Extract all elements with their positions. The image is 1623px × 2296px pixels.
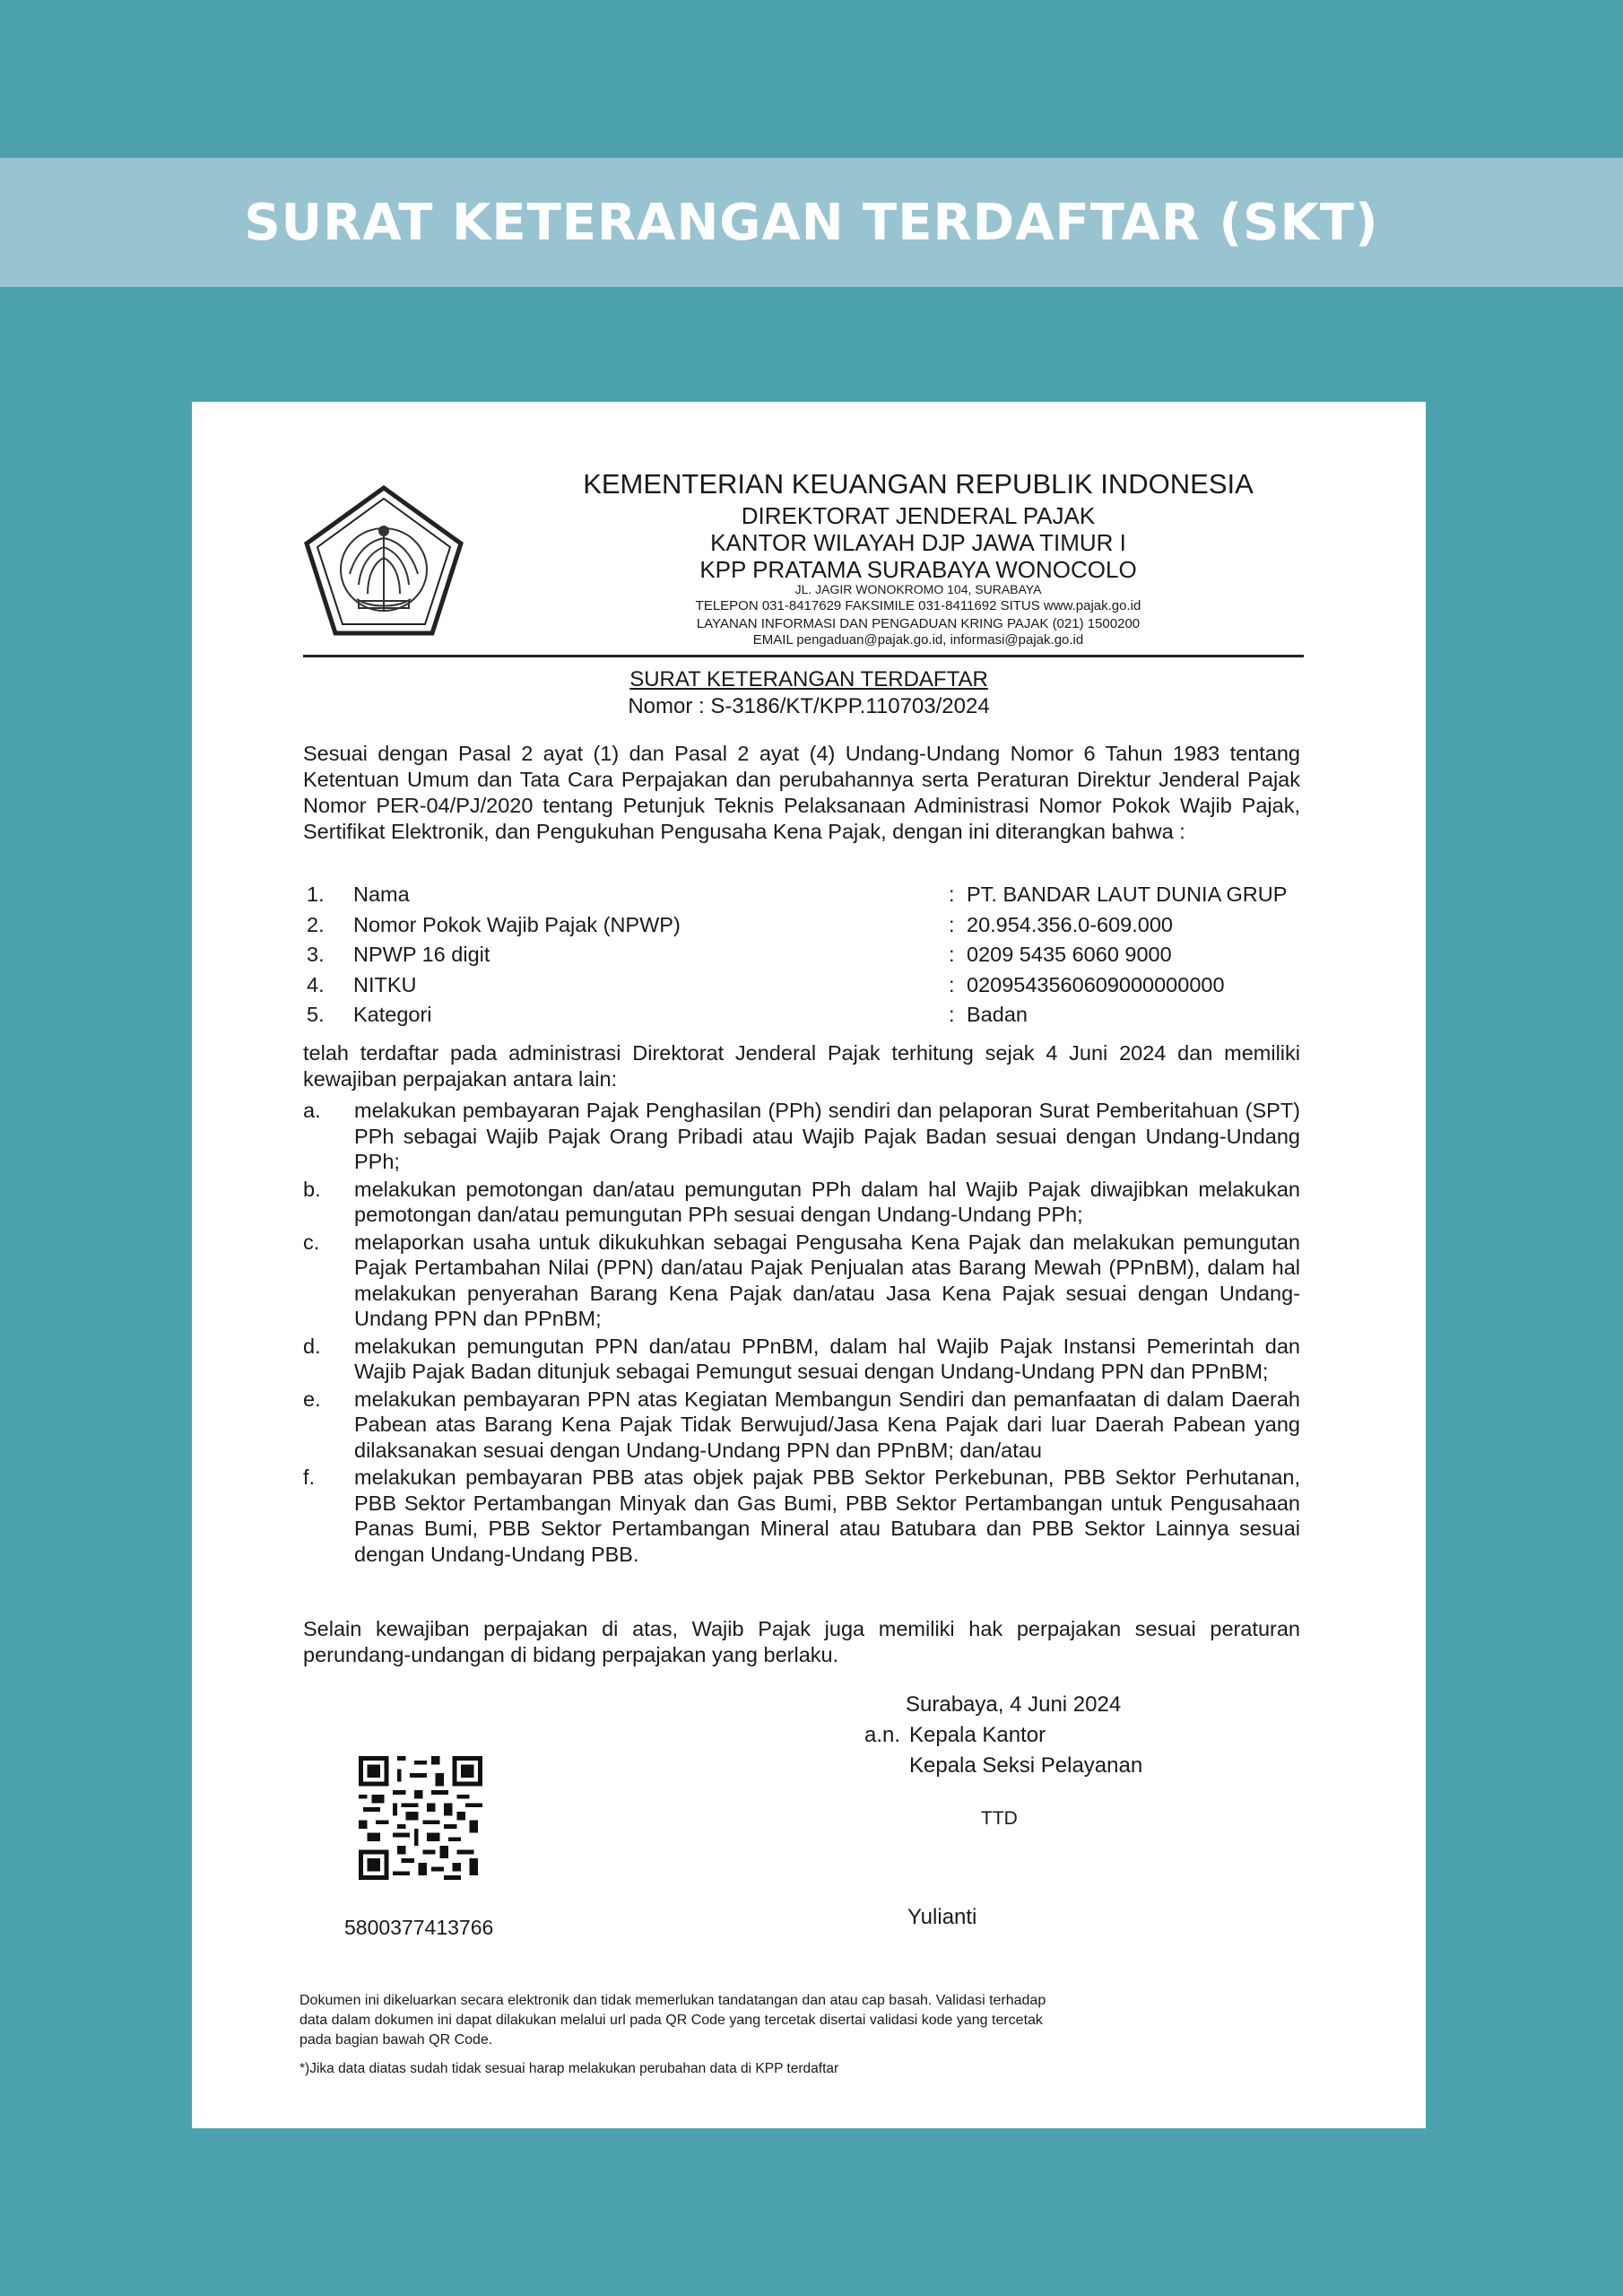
- obligation-letter: e.: [303, 1387, 321, 1411]
- intro-paragraph: Sesuai dengan Pasal 2 ayat (1) dan Pasal 2 ayat (4) Undang-Undang Nomor 6 Tahun 1983 tentang Ketentuan Umum dan Tata Cara Perpajakan dan perubahannya serta Peraturan Direktur Jenderal Pajak Nomor PER-04/PJ/2020 tentang Petunjuk Teknis Pelaksanaan Administrasi Nomor Pokok Wajib Pajak, Sertifikat Elektronik, dan Pengukuhan Pengusaha Kena Pajak, dengan ini diterangkan bahwa :: [303, 742, 1300, 843]
- obligations-list: [303, 1098, 1300, 1569]
- header-regional-office: KANTOR WILAYAH DJP JAWA TIMUR I: [710, 529, 1126, 556]
- obligation-text: melaporkan usaha untuk dikukuhkan sebagai Pengusaha Kena Pajak dan melakukan pemungutan Pajak Pertambahan Nilai (PPN) dan/atau Pajak Penjualan atas Barang Mewah (PPnBM), dalam hal melakukan penyerahan Barang Kena Pajak dan/atau Jasa Kena Pajak sesuai dengan Undang-Undang PPN dan PPnBM;: [354, 1230, 1300, 1330]
- banner-title: SURAT KETERANGAN TERDAFTAR (SKT): [244, 193, 1379, 252]
- field-value: 20.954.356.0-609.000: [967, 912, 1173, 936]
- field-label: NITKU: [353, 972, 417, 996]
- field-row-category: [307, 1003, 1293, 1033]
- field-row-name: [307, 883, 1293, 913]
- field-label: Nama: [353, 883, 410, 906]
- document-number: Nomor : S-3186/KT/KPP.110703/2024: [628, 694, 990, 718]
- field-row-npwp16: [307, 943, 1293, 973]
- obligation-text: melakukan pembayaran PBB atas objek pajak PBB Sektor Perkebunan, PBB Sektor Perhutanan, PBB Sektor Pertambangan Minyak dan Gas Bumi, PBB Sektor Pertambangan untuk Pengusahaan Panas Bumi, PBB Sektor Pertambangan Mineral atau Batubara dan PBB Sektor Lainnya sesuai dengan Undang-Undang PBB.: [354, 1465, 1300, 1566]
- header-address: JL. JAGIR WONOKROMO 104, SURABAYA: [794, 582, 1042, 596]
- field-row-npwp: [307, 913, 1293, 944]
- obligation-item: [303, 1230, 1300, 1332]
- obligation-item: [303, 1334, 1300, 1385]
- field-number: 3.: [307, 943, 325, 966]
- field-row-nitku: [307, 973, 1293, 1004]
- obligation-letter: b.: [303, 1177, 321, 1201]
- signer-name: Yulianti: [907, 1905, 977, 1929]
- signature-place-date: Surabaya, 4 Juni 2024: [906, 1692, 1122, 1717]
- obligation-text: melakukan pembayaran Pajak Penghasilan (PPh) sendiri dan pelaporan Surat Pemberitahuan (SPT) PPh sebagai Wajib Pajak Orang Pribadi atau Wajib Pajak Badan sesuai dengan Undang-Undang PPh;: [354, 1099, 1300, 1173]
- qr-code-number: 5800377413766: [344, 1916, 494, 1939]
- obligation-letter: c.: [303, 1230, 320, 1254]
- obligations-intro: telah terdaftar pada administrasi Direktorat Jenderal Pajak terhitung sejak 4 Juni 2024 dan memiliki kewajiban perpajakan antara lain:: [303, 1041, 1300, 1091]
- field-colon: :: [949, 883, 955, 906]
- signature-ttd: TTD: [981, 1808, 1018, 1829]
- field-colon: :: [949, 943, 955, 966]
- obligation-item: [303, 1177, 1300, 1228]
- field-colon: :: [949, 1003, 955, 1026]
- header-service: LAYANAN INFORMASI DAN PENGADUAN KRING PAJAK (021) 1500200: [696, 616, 1141, 631]
- field-label: Kategori: [353, 1003, 432, 1026]
- header-tax-office: KPP PRATAMA SURABAYA WONOCOLO: [699, 556, 1137, 583]
- closing-paragraph: Selain kewajiban perpajakan di atas, Wajib Pajak juga memiliki hak perpajakan sesuai peraturan perundang-undangan di bidang perpajakan yang berlaku.: [303, 1617, 1300, 1666]
- letterhead-divider: [303, 655, 1304, 657]
- field-value: Badan: [967, 1003, 1028, 1026]
- header-contact: TELEPON 031-8417629 FAKSIMILE 031-8411692 SITUS www.pajak.go.id: [695, 598, 1141, 613]
- field-value: PT. BANDAR LAUT DUNIA GRUP: [967, 883, 1288, 906]
- field-colon: :: [949, 912, 955, 936]
- ministry-emblem-icon: [303, 484, 464, 637]
- field-value: 0209 5435 6060 9000: [967, 943, 1172, 966]
- taxpayer-fields: [307, 883, 1293, 1033]
- obligation-item: [303, 1387, 1300, 1464]
- obligation-item: [303, 1465, 1300, 1567]
- obligation-text: melakukan pemungutan PPN dan/atau PPnBM, dalam hal Wajib Pajak Instansi Pemerintah dan Wajib Pajak Badan ditunjuk sebagai Pemungut sesuai dengan Undang-Undang PPN dan PPnBM;: [354, 1334, 1300, 1383]
- header-directorate: DIREKTORAT JENDERAL PAJAK: [741, 502, 1096, 529]
- field-value: 0209543560609000000000: [967, 972, 1225, 996]
- field-number: 4.: [307, 972, 325, 996]
- signature-an-role: Kepala Kantor: [909, 1723, 1046, 1747]
- field-number: 1.: [307, 883, 325, 906]
- obligation-item: [303, 1098, 1300, 1175]
- data-update-footnote: *)Jika data diatas sudah tidak sesuai harap melakukan perubahan data di KPP terdaftar: [299, 2061, 839, 2076]
- field-label: Nomor Pokok Wajib Pajak (NPWP): [353, 912, 681, 936]
- page-banner: [0, 158, 1623, 287]
- obligation-letter: f.: [303, 1465, 316, 1489]
- signature-role: Kepala Seksi Pelayanan: [909, 1753, 1143, 1778]
- signature-an: a.n.: [864, 1723, 901, 1747]
- obligation-text: melakukan pemotongan dan/atau pemungutan PPh dalam hal Wajib Pajak diwajibkan melakukan pemotongan dan/atau pemungutan PPh sesuai dengan Undang-Undang PPh;: [354, 1177, 1300, 1226]
- field-colon: :: [949, 972, 955, 996]
- document-page: [192, 402, 1426, 2128]
- obligation-text: melakukan pembayaran PPN atas Kegiatan Membangun Sendiri dan pemanfaatan di dalam Daerah Pabean atas Barang Kena Pajak Tidak Berwujud/Jasa Kena Pajak dari luar Daerah Pabean yang dilaksanakan sesuai dengan Undang-Undang PPN dan PPnBM; dan/atau: [354, 1387, 1300, 1462]
- header-email: EMAIL pengaduan@pajak.go.id, informasi@pajak.go.id: [752, 632, 1084, 648]
- document-title: SURAT KETERANGAN TERDAFTAR: [629, 667, 988, 691]
- electronic-document-note: Dokumen ini dikeluarkan secara elektronik dan tidak memerlukan tandatangan dan atau cap basah. Validasi terhadap data dalam dokumen ini dapat dilakukan melalui url pada QR Code yang tercetak disertai validasi kode yang tercetak pada bagian bawah QR Code.: [299, 1993, 1046, 2048]
- field-label: NPWP 16 digit: [353, 943, 490, 966]
- obligation-letter: d.: [303, 1334, 321, 1358]
- qr-code-icon: [359, 1756, 482, 1880]
- field-number: 2.: [307, 912, 325, 936]
- header-ministry: KEMENTERIAN KEUANGAN REPUBLIK INDONESIA: [583, 468, 1254, 500]
- obligation-letter: a.: [303, 1099, 321, 1122]
- field-number: 5.: [307, 1003, 325, 1026]
